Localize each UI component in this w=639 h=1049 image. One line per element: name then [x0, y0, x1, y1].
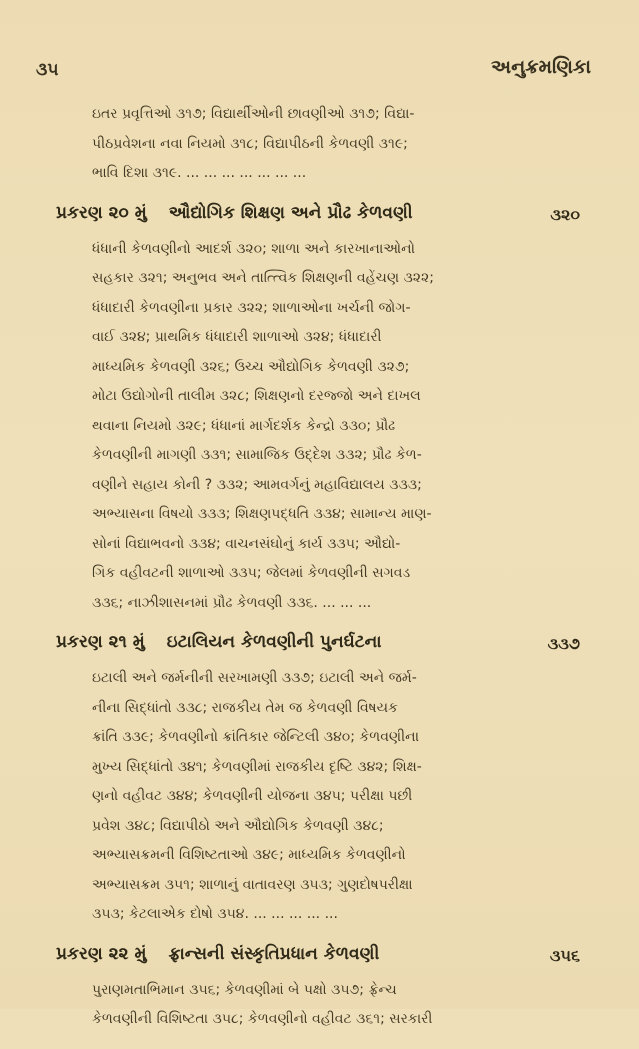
- chapter-title: ઇટાલિયન કેળવણીની પુનર્ઘટના: [166, 632, 382, 652]
- topic-line: કેળવણીની વિશિષ્ટતા ૩૫૮; કેળવણીનો વહીવટ ૩૬૧; સરકારી: [92, 1011, 433, 1027]
- topic-line: પુરાણમતાભિમાન ૩૫૬; કેળવણીમાં બે પક્ષો ૩૫૭; ફ્રેન્ચ: [92, 981, 397, 998]
- chapter-topics: [92, 664, 576, 930]
- chapter-topics: [92, 976, 576, 1035]
- topic-line: થવાના નિયમો ૩૨૯; ધંધાનાં માર્ગદર્શક કેન્દ્રો ૩૩૦; પ્રૌઢ: [92, 417, 396, 434]
- topic-line: વાઈ ૩૨૪; પ્રાથમિક ધંધાદારી શાળાઓ ૩૨૪; ધંધાદારી: [92, 329, 382, 345]
- topic-line: અભ્યાસક્રમ ૩૫૧; શાળાનું વાતાવરણ ૩૫૩; ગુણદોષપરીક્ષા: [92, 876, 413, 893]
- topic-line: ધંધાદારી કેળવણીના પ્રકાર ૩૨૨; શાળાઓના ખર્ચની જોગ-: [92, 299, 411, 316]
- topic-line: સહકાર ૩૨૧; અનુભવ અને તાત્ત્વિક શિક્ષણની વહેંચણ ૩૨૨;: [92, 270, 434, 286]
- topic-line: અભ્યાસક્રમની વિશિષ્ટતાઓ ૩૪૯; માધ્યમિક કેળવણીનો: [92, 847, 406, 863]
- topic-line: વણીને સહાય કોની ? ૩૩૨; આમવર્ગનું મહાવિદ્યાલય ૩૩૩;: [92, 476, 422, 493]
- chapter-list: [56, 202, 580, 1035]
- chapter-topics: [92, 235, 576, 619]
- topic-line: માધ્યમિક કેળવણી ૩૨૬; ઉચ્ચ ઔદ્યોગિક કેળવણી ૩૨૭;: [92, 358, 410, 375]
- chapter-page-number: ૩૨૦: [550, 204, 580, 224]
- table-of-contents: [56, 100, 580, 1049]
- chapter-label: પ્રકરણ ૨૨ મું: [56, 943, 147, 964]
- chapter-page-number: ૩૩૭: [547, 634, 580, 653]
- topic-line: ૩૩૬; નાઝીશાસનમાં પ્રૌઢ કેળવણી ૩૩૬. ... ... ...: [92, 594, 372, 611]
- entry-line: ભાવિ દિશા ૩૧૯. ... ... ... ... ... ... ...: [92, 165, 307, 181]
- topic-line: ધંધાની કેળવણીનો આદર્શ ૩૨૦; શાળા અને કારખાનાઓનો: [92, 240, 416, 257]
- topic-line: ણનો વહીવટ ૩૪૪; કેળવણીની યોજના ૩૪૫; પરીક્ષા પછી: [92, 788, 413, 804]
- chapter-page-number: ૩૫૬: [549, 945, 580, 965]
- continued-entry: [56, 100, 576, 189]
- running-title: અનુક્રમણિકા: [491, 56, 591, 78]
- chapter-entry: [56, 202, 580, 619]
- topic-line: કેળવણીની માગણી ૩૩૧; સામાજિક ઉદ્દેશ ૩૩૨; પ્રૌઢ કેળ-: [92, 447, 422, 463]
- chapter-heading: [56, 943, 580, 976]
- topic-line: ક્રાંતિ ૩૩૯; કેળવણીનો ક્રાંતિકાર જેન્ટિલી ૩૪૦; કેળવણીના: [92, 729, 419, 745]
- topic-line: ગિક વહીવટની શાળાઓ ૩૩૫; જેલમાં કેળવણીની સગવડ: [92, 565, 411, 581]
- chapter-label: પ્રકરણ ૨૦ મું: [56, 202, 147, 223]
- topic-line: અભ્યાસના વિષયો ૩૩૩; શિક્ષણપદ્ધતિ ૩૩૪; સામાન્ય માણ-: [92, 506, 432, 522]
- topic-line: મોટા ઉદ્યોગોની તાલીમ ૩૨૮; શિક્ષણનો દરજ્જો અને દાખલ: [92, 388, 421, 404]
- chapter-title: ઔદ્યોગિક શિક્ષણ અને પ્રૌઢ કેળવણી: [168, 202, 413, 223]
- chapter-title: ફ્રાન્સની સંસ્કૃતિપ્રધાન કેળવણી: [168, 943, 380, 964]
- topic-line: ઇટાલી અને જર્મનીની સરખામણી ૩૩૭; ઇટાલી અને જર્મ-: [92, 670, 417, 686]
- topic-line: ૩૫૩; કેટલાએક દોષો ૩૫૪. ... ... ... ... ...: [92, 906, 338, 922]
- chapter-heading: [56, 632, 580, 664]
- topic-line: મુખ્ય સિદ્ધાંતો ૩૪૧; કેળવણીમાં રાજકીય દૃષ્ટિ ૩૪૨; શિક્ષ-: [92, 758, 422, 775]
- entry-text: [92, 100, 576, 189]
- chapter-entry: [56, 943, 580, 1035]
- chapter-entry: [56, 632, 580, 930]
- entry-line: ઇતર પ્રવૃત્તિઓ ૩૧૭; વિદ્યાર્થીઓની છાવણીઓ ૩૧૭; વિદ્યા-: [92, 106, 415, 122]
- entry-line: પીઠપ્રવેશના નવા નિયમો ૩૧૮; વિદ્યાપીઠની કેળવણી ૩૧૯;: [92, 135, 408, 152]
- topic-line: પ્રવેશ ૩૪૮; વિદ્યાપીઠો અને ઔદ્યોગિક કેળવણી ૩૪૮;: [92, 817, 384, 834]
- topic-line: સોનાં વિદ્યાભવનો ૩૩૪; વાચનસંઘોનું કાર્ય ૩૩૫; ઔદ્યો-: [92, 535, 401, 552]
- page-header: [36, 56, 591, 86]
- chapter-heading: [56, 202, 580, 235]
- page-number: ૩૫: [36, 60, 59, 80]
- chapter-label: પ્રકરણ ૨૧ મું: [56, 632, 145, 652]
- topic-line: નીના સિદ્ધાંતો ૩૩૮; રાજકીય તેમ જ કેળવણી વિષયક: [92, 699, 398, 716]
